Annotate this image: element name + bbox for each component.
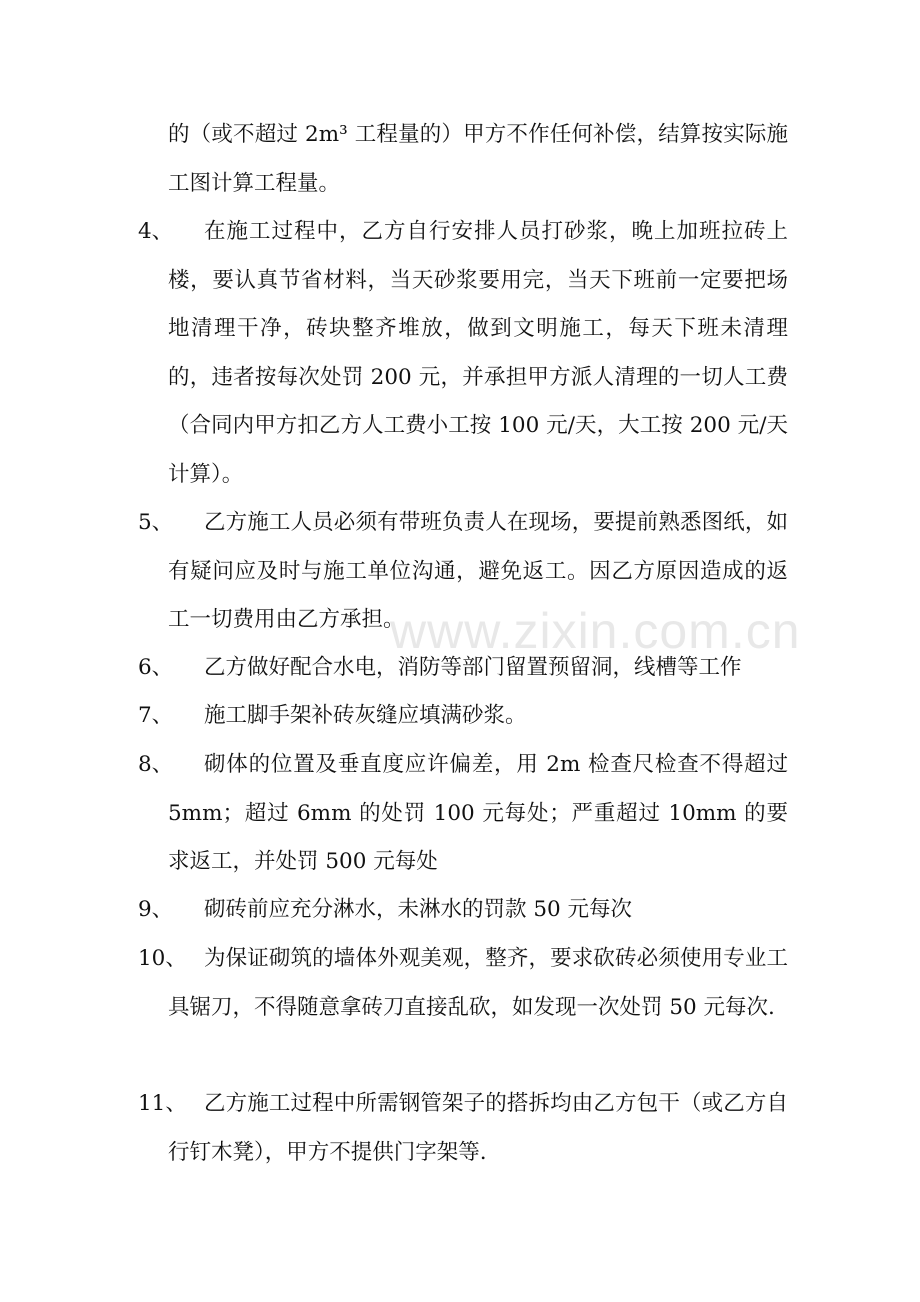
clause-7 [138, 692, 788, 741]
continuation-text: 的（或不超过 2m³ 工程量的）甲方不作任何补偿，结算按实际施工图计算工程量。 [168, 122, 788, 196]
clause-4 [138, 208, 788, 499]
clause-text: 砌砖前应充分淋水，未淋水的罚款 50 元每次 [204, 897, 633, 922]
clause-9 [138, 886, 788, 935]
clause-text: 乙方施工人员必须有带班负责人在现场，要提前熟悉图纸，如有疑问应及时与施工单位沟通，避免返工。因乙方原因造成的返工一切费用由乙方承担。 [168, 510, 788, 632]
clause-text: 为保证砌筑的墙体外观美观，整齐，要求砍砖必须使用专业工具锯刀，不得随意拿砖刀直接乱砍，如发现一次处罚 50 元每次. [168, 946, 788, 1020]
clause-10 [138, 935, 788, 1032]
watermark [390, 602, 801, 660]
clause-8 [138, 741, 788, 887]
clause-number: 8、 [138, 752, 174, 777]
continuation-paragraph [138, 111, 788, 208]
clause-number: 4、 [138, 219, 174, 244]
clause-text: 乙方做好配合水电，消防等部门留置预留洞，线槽等工作 [204, 655, 742, 680]
clause-number: 10、 [138, 946, 187, 971]
clause-number: 9、 [138, 897, 174, 922]
clause-number: 7、 [138, 703, 174, 728]
clause-number: 5、 [138, 510, 174, 535]
clause-text: 乙方施工过程中所需钢管架子的搭拆均由乙方包干（或乙方自行钉木凳），甲方不提供门字架等. [168, 1091, 788, 1165]
clause-text: 在施工过程中，乙方自行安排人员打砂浆，晚上加班拉砖上楼，要认真节省材料，当天砂浆要用完，当天下班前一定要把场地清理干净，砖块整齐堆放，做到文明施工，每天下班未清理的，违者按每次处罚 200 元，并承担甲方派人清理的一切人工费（合同内甲方扣乙方人工费小工按 100 元/天，大工按 200 元/天计算）。 [168, 219, 788, 487]
clause-text: 施工脚手架补砖灰缝应填满砂浆。 [204, 703, 527, 728]
clause-11 [138, 1080, 788, 1177]
clause-number: 6、 [138, 655, 174, 680]
clause-number: 11、 [138, 1091, 187, 1116]
clause-text: 砌体的位置及垂直度应许偏差，用 2m 检查尺检查不得超过 5mm；超过 6mm 的处罚 100 元每处；严重超过 10mm 的要求返工，并处罚 500 元每处 [168, 752, 788, 874]
watermark-text: www.zixin.com.cn [390, 603, 801, 659]
